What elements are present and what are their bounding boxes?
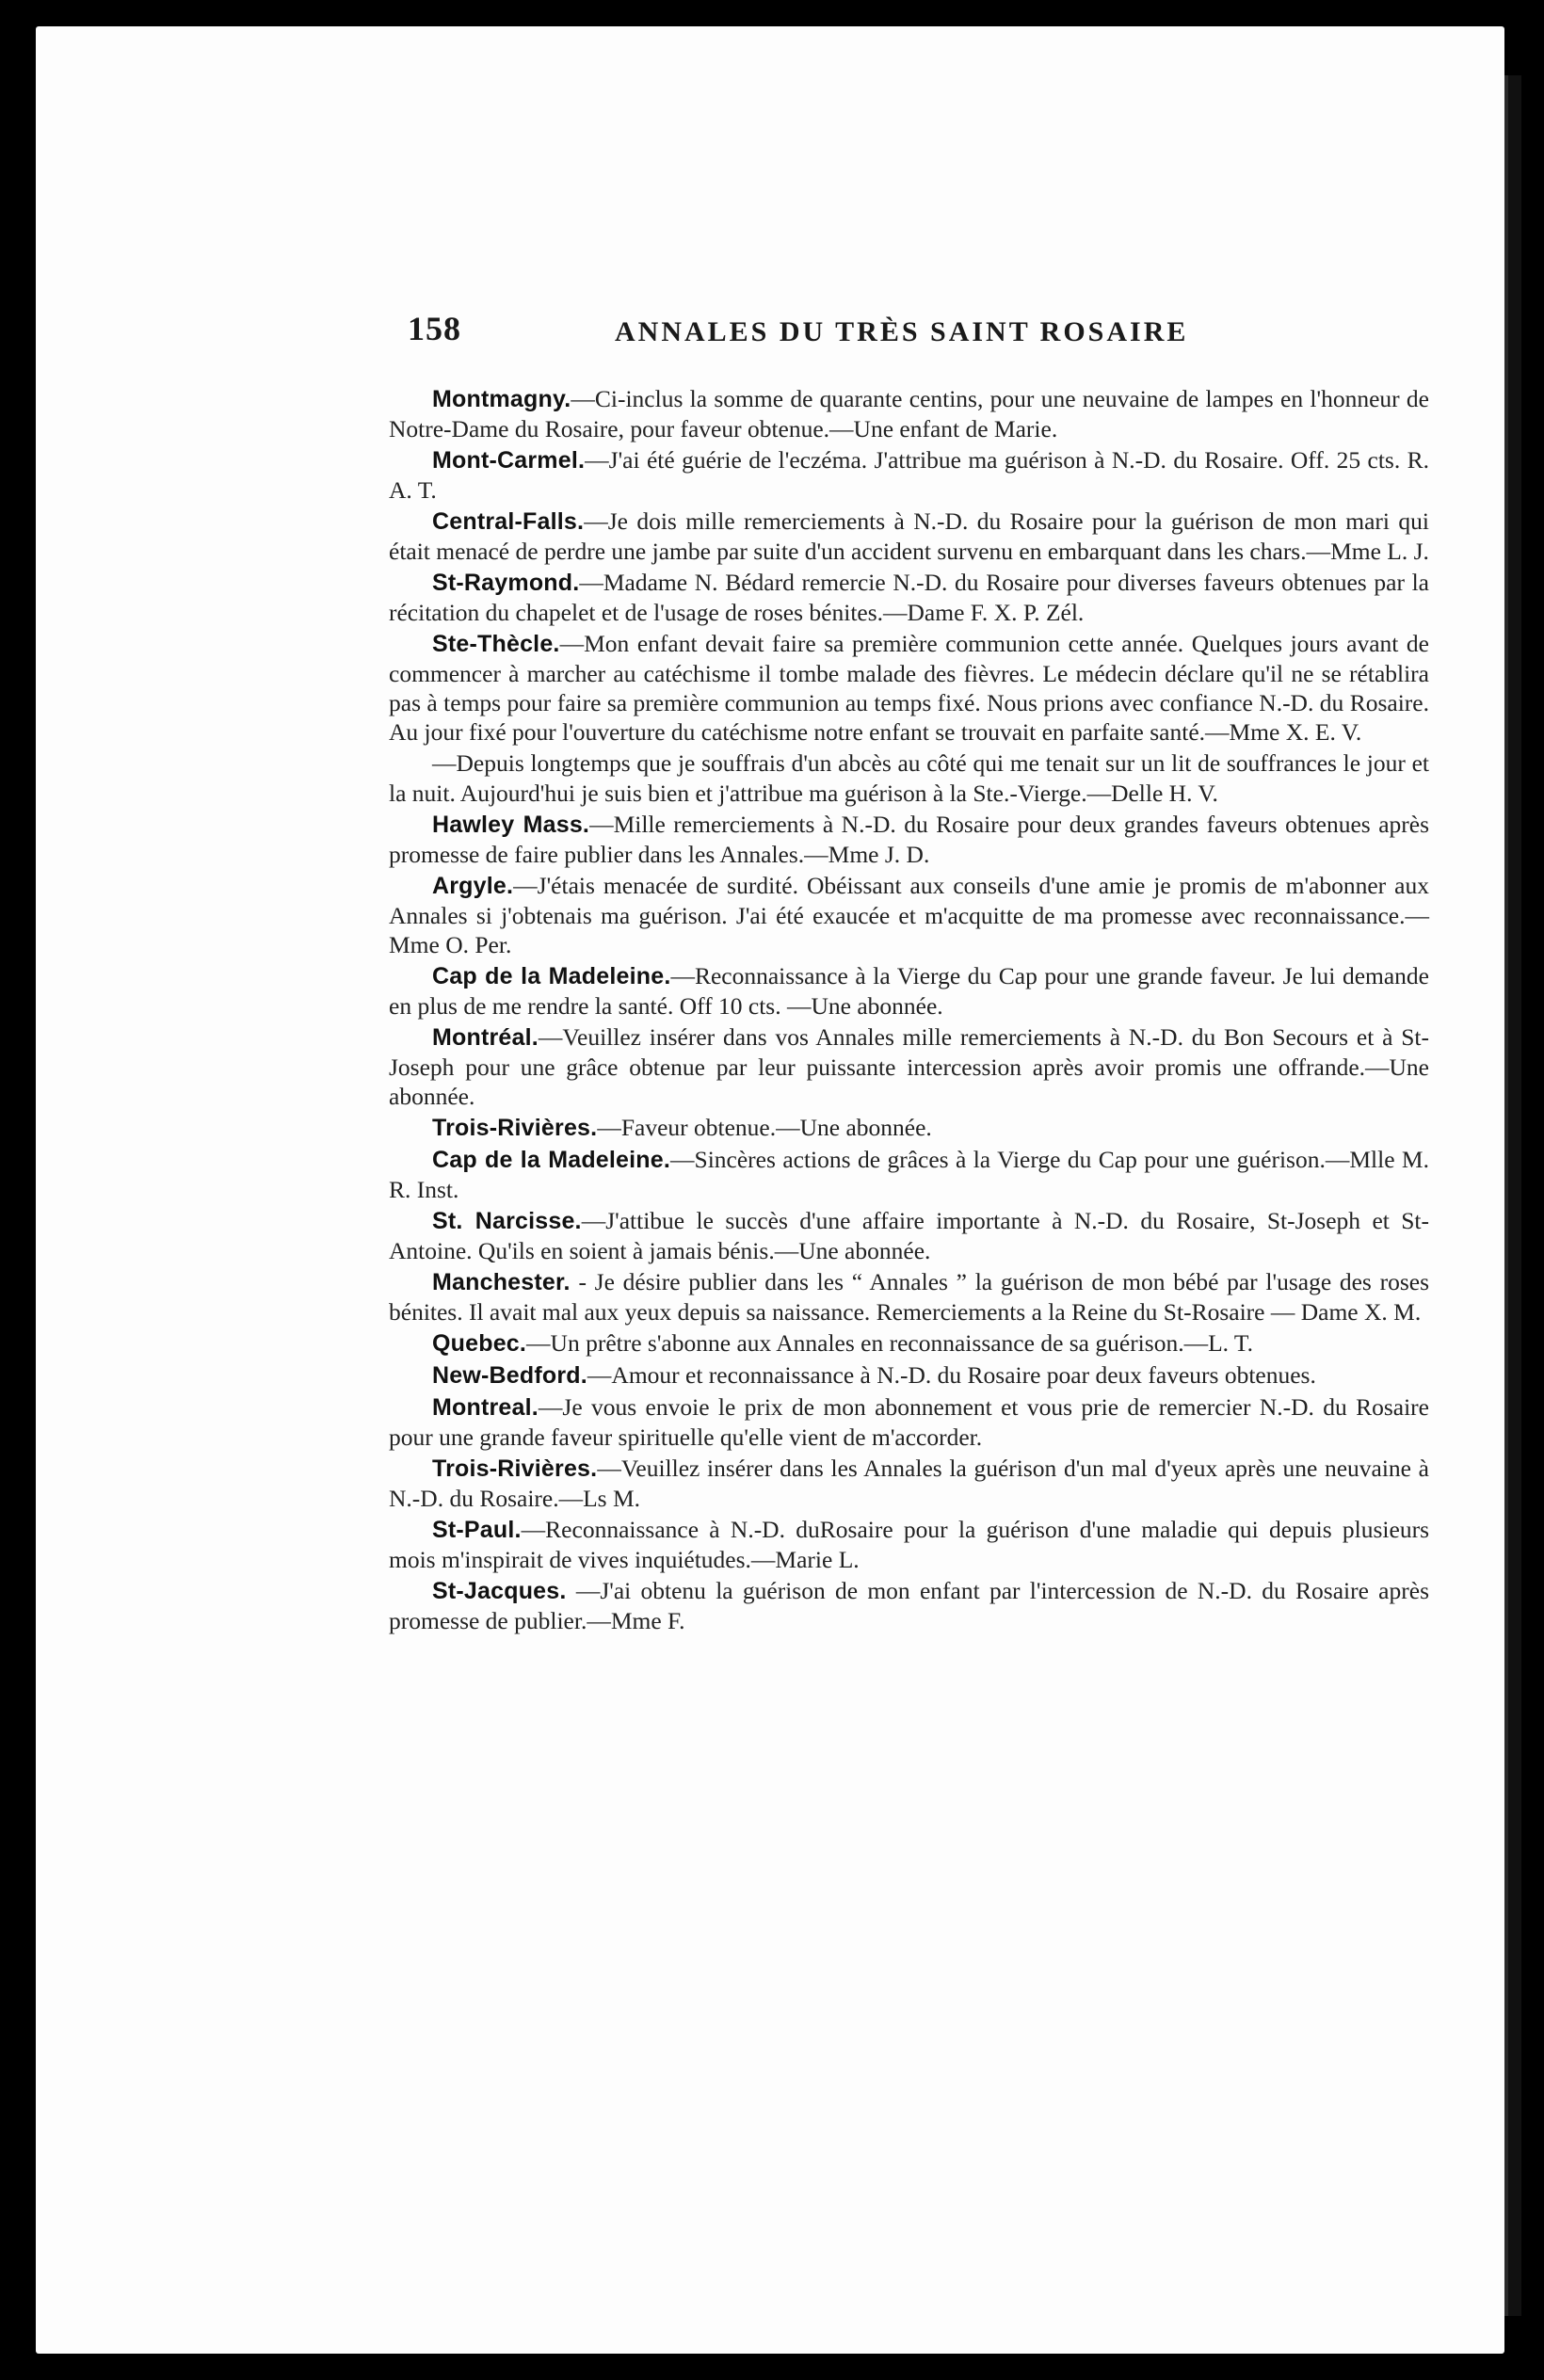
entry-text: —Faveur obtenue.—Une abonnée.	[597, 1114, 932, 1141]
entry-text: —Reconnaissance à la Vierge du Cap pour une grande faveur. Je lui demande en plus de me rendre la santé. Off 10 cts. —Une abonnée.	[389, 962, 1429, 1020]
entry-text: —Depuis longtemps que je souffrais d'un abcès au côté qui me tenait sur un lit de souffrances le jour et la nuit. Aujourd'hui je suis bien et j'attribue ma guérison à la Ste.-Vierge.—Delle H. V.	[389, 749, 1429, 807]
entry-place: New-Bedford.	[432, 1362, 587, 1389]
entry-place: Montréal.	[432, 1024, 539, 1051]
entry-text: - Je désire publier dans les “ Annales ” la guérison de mon bébé par l'usage des roses bénites. Il avait mal aux yeux depuis sa naissance. Remerciements a la Reine du St-Rosaire — Dame X. M.	[389, 1268, 1429, 1326]
entry-place: Mont-Carmel.	[432, 447, 586, 474]
testimony-entry	[389, 1576, 1429, 1635]
testimony-entry	[389, 384, 1429, 443]
testimony-entry	[389, 871, 1429, 959]
entry-place: St-Raymond.	[432, 570, 580, 596]
entry-text: —Je dois mille remerciements à N.-D. du Rosaire pour la guérison de mon mari qui était menacé de perdre une jambe par suite d'un accident survenu en embarquant dans les chars.—Mme L. J.	[389, 507, 1429, 565]
entry-place: St-Jacques.	[432, 1578, 567, 1604]
testimony-entry	[389, 568, 1429, 627]
entry-place: Trois-Rivières.	[432, 1115, 598, 1141]
page-number: 158	[408, 310, 461, 347]
entry-text: —Reconnaissance à N.-D. duRosaire pour la guérison d'une maladie qui depuis plusieurs mois m'inspirait de vives inquiétudes.—Marie L.	[389, 1516, 1429, 1573]
page-header	[408, 309, 1236, 365]
entry-text: —J'étais menacée de surdité. Obéissant aux conseils d'une amie je promis de m'abonner aux Annales si j'obtenais ma guérison. J'ai été exaucée et m'acquitte de ma promesse avec reconnaissance.—Mme O. Per.	[389, 872, 1429, 958]
testimony-entry	[389, 507, 1429, 566]
entry-place: Montmagny.	[432, 386, 571, 412]
testimony-entry	[389, 629, 1429, 747]
entry-text: —Ci-inclus la somme de quarante centins, pour une neuvaine de lampes en l'honneur de Notre-Dame du Rosaire, pour faveur obtenue.—Une enfant de Marie.	[389, 385, 1429, 442]
testimony-entry	[389, 810, 1429, 869]
entry-place: Quebec.	[432, 1330, 527, 1357]
entry-place: Hawley Mass.	[432, 812, 590, 838]
testimony-entry	[389, 1022, 1429, 1111]
entry-text: —J'ai été guérie de l'eczéma. J'attribue ma guérison à N.-D. du Rosaire. Off. 25 cts. R. A. T.	[389, 446, 1429, 504]
testimony-entry	[389, 1145, 1429, 1204]
testimony-entry	[389, 1515, 1429, 1574]
scanned-page	[36, 26, 1504, 2354]
entry-text: —Amour et reconnaissance à N.-D. du Rosaire poar deux faveurs obtenues.	[587, 1361, 1316, 1389]
entry-text: —Mon enfant devait faire sa première communion cette année. Quelques jours avant de commencer à marcher au catéchisme il tombe malade des fièvres. Le médecin déclare qu'il ne se rétablira pas à temps pour faire sa première communion au temps fixé. Nous prions avec confiance N.-D. du Rosaire. Au jour fixé pour l'ouverture du catéchisme notre enfant se trouvait en parfaite santé.—Mme X. E. V.	[389, 630, 1429, 746]
running-title: ANNALES DU TRÈS SAINT ROSAIRE	[615, 316, 1189, 347]
testimony-entry	[389, 1206, 1429, 1265]
entry-text: —Sincères actions de grâces à la Vierge du Cap pour une guérison.—Mlle M. R. Inst.	[389, 1146, 1429, 1203]
entry-place: St. Narcisse.	[432, 1208, 582, 1234]
testimony-entry	[389, 748, 1429, 808]
entry-text: —Mille remerciements à N.-D. du Rosaire pour deux grandes faveurs obtenues après promesse de faire publier dans les Annales.—Mme J. D.	[389, 811, 1429, 868]
entry-place: Manchester.	[432, 1269, 571, 1295]
testimony-entry	[389, 961, 1429, 1021]
entry-text: —Un prêtre s'abonne aux Annales en reconnaissance de sa guérison.—L. T.	[526, 1329, 1253, 1357]
entry-text: —J'attibue le succès d'une affaire importante à N.-D. du Rosaire, St-Joseph et St-Antoine. Qu'ils en soient à jamais bénis.—Une abonnée.	[389, 1207, 1430, 1264]
entry-place: St-Paul.	[432, 1517, 522, 1543]
book-spine-edge	[1504, 75, 1521, 2316]
entry-place: Trois-Rivières.	[432, 1455, 598, 1482]
entry-place: Cap de la Madeleine.	[432, 1147, 671, 1173]
page-body	[389, 384, 1429, 1637]
entry-text: —J'ai obtenu la guérison de mon enfant par l'intercession de N.-D. du Rosaire après promesse de publier.—Mme F.	[389, 1577, 1429, 1634]
testimony-entry	[389, 445, 1429, 505]
entry-text: —Madame N. Bédard remercie N.-D. du Rosaire pour diverses faveurs obtenues par la récitation du chapelet et de l'usage de roses bénites.—Dame F. X. P. Zél.	[389, 569, 1429, 626]
entry-place: Argyle.	[432, 873, 514, 899]
entry-text: —Veuillez insérer dans les Annales la guérison d'un mal d'yeux après une neuvaine à N.-D. du Rosaire.—Ls M.	[389, 1455, 1429, 1512]
testimony-entry	[389, 1267, 1429, 1327]
testimony-entry	[389, 1392, 1429, 1452]
entry-place: Cap de la Madeleine.	[432, 963, 671, 989]
entry-text: —Veuillez insérer dans vos Annales mille remerciements à N.-D. du Bon Secours et à St-Joseph pour une grâce obtenue par leur puissante intercession après avoir promis une offrande.—Une abonnée.	[389, 1023, 1429, 1110]
testimony-entry	[389, 1328, 1429, 1359]
entry-text: —Je vous envoie le prix de mon abonnement et vous prie de remercier N.-D. du Rosaire pour une grande faveur spirituelle qu'elle vient de m'accorder.	[389, 1393, 1429, 1451]
testimony-entry	[389, 1360, 1429, 1391]
entry-place: Montreal.	[432, 1394, 539, 1421]
testimony-entry	[389, 1454, 1429, 1513]
entry-place: Central-Falls.	[432, 508, 585, 535]
testimony-entry	[389, 1113, 1429, 1143]
entry-place: Ste-Thècle.	[432, 631, 560, 657]
